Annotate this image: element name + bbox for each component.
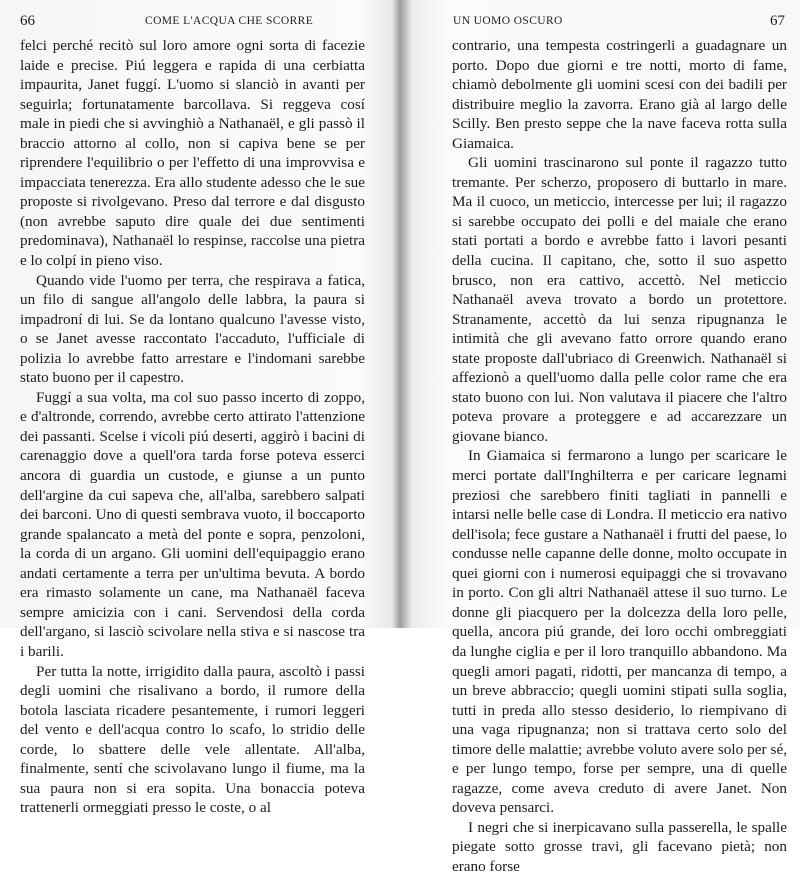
body-text xyxy=(452,36,787,877)
paragraph: I negri che si inerpicavano sulla passerella, le spalle piegate sotto grosse travi, gli facevano pietà; non erano forse xyxy=(452,818,787,875)
paragraph: Per tutta la notte, irrigidito dalla paura, ascoltò i passi degli uomini che risalivano a bordo, il rumore della botola lasciata ricadere pesantemente, i rumori leggeri del vento e dell'acqua contro lo scafo, lo stridio delle corde, lo sbattere delle vele allentate. All'alba, finalmente, sentí che scivolavano lungo il fiume, ma la sua paura non si era sopita. Una bonaccia poteva trattenerli ormeggiati presso le coste, o al xyxy=(20,662,365,817)
paragraph: Gli uomini trascinarono sul ponte il ragazzo tutto tremante. Per scherzo, proposero di buttarlo in mare. Ma il cuoco, un meticcio, intercesse per lui; il ragazzo si sarebbe occupato dei polli e del maiale che erano stati portati a bordo e avrebbe fatto i lavori pesanti della cucina. Il capitano, che, sotto il suo aspetto brusco, non era cattivo, accettò. Nel meticcio Nathanaël aveva trovato a bordo un protettore. Stranamente, accettò da lui senza ripugnanza le intimità che gli avevano fatto orrore quando erano state proposte dall'ubriaco di Greenwich. Nathanaël si affezionò a quell'uomo dalla pelle color rame che era stato buono con lui. Non valutava il piacere che l'altro poteva provare a proteggere e ad accarezzare un giovane bianco. xyxy=(452,154,787,445)
running-head: COME L'ACQUA CHE SCORRE xyxy=(145,15,314,27)
paragraph: Quando vide l'uomo per terra, che respirava a fatica, un filo di sangue all'angolo delle labbra, la paura si impadroní di lui. Se da lontano qualcuno l'avesse visto, o se Janet avesse raccontato l'accaduto, l'ufficiale di polizia lo avrebbe fatto arrestare e l'indomani sarebbe stato buono per il capestro. xyxy=(20,271,365,387)
left-page xyxy=(0,0,400,817)
body-text xyxy=(20,36,365,818)
page-number: 66 xyxy=(20,13,35,29)
paragraph: contrario, una tempesta costringerli a guadagnare un porto. Dopo due giorni e tre notti, morto di fame, chiamò debolmente gli uomini scesi con dei badili per distribuire meglio la zavorra. Erano già al largo delle Scilly. Ben presto seppe che la nave faceva rotta sulla Giamaica. xyxy=(452,37,787,152)
paragraph: felci perché recitò sul loro amore ogni sorta di facezie laide e precise. Piú leggera e rapida di una cerbiatta impaurita, Janet fuggí. L'uomo si slanciò in avanti per seguirla; fortunatamente barcollava. Si reggeva cosí male in piedi che si avvinghiò a Nathanaël, e gli passò il braccio attorno al collo, non si capiva bene se per riprendere l'equilibrio o per l'effetto di una improvvisa e impacciata tenerezza. Era allo studente adesso che le sue proposte si rivolgevano. Preso dal terrore e dal disgusto (non avrebbe saputo dire quale dei due sentimenti predominava), Nathanaël lo respinse, raccolse una pietra e lo colpí in pieno viso. xyxy=(20,37,365,270)
paragraph: In Giamaica si fermarono a lungo per scaricare le merci portate dall'Inghilterra e per caricare legnami preziosi che sarebbero finiti tagliati in pannelli e intarsi nelle belle case di Londra. Il meticcio era nativo dell'isola; fece gustare a Nathanaël i frutti del paese, lo condusse nelle capanne delle donne, molto occupate in quei giorni con i numerosi equipaggi che si trovavano in porto. Con gli altri Nathanaël attese il suo turno. Le donne gli piacquero per la dolcezza della loro pelle, quella, ancora piú grande, dei loro occhi ombreggiati da lunghe ciglia e per il loro tranquillo abbandono. Ma quegli amori pagati, ridotti, per mancanza di tempo, a un breve abbraccio; quegli uomini stipati sulla soglia, tutti in preda allo stesso desiderio, lo riempivano di una vaga ripugnanza; non si trattava certo solo del timore delle malattie; avrebbe voluto avere solo per sé, e per lungo tempo, forse per sempre, una di quelle ragazze, come aveva creduto di avere Janet. Non doveva pensarci. xyxy=(452,447,787,817)
running-head: UN UOMO OSCURO xyxy=(453,15,563,27)
right-page xyxy=(400,0,800,875)
paragraph: Fuggí a sua volta, ma col suo passo incerto di zoppo, e d'altronde, correndo, avrebbe certo attirato l'attenzione dei passanti. Scelse i vicoli piú deserti, aggirò i bacini di carenaggio dove a quell'ora tarda forse poteva esserci ancora di guardia un custode, e giunse a un punto dell'argine da cui sapeva che, all'alba, sarebbero salpati dei barconi. Uno di questi sembrava vuoto, il boccaporto grande spalancato a metà del ponte e sopra, penzoloni, la corda di un argano. Gli uomini dell'equipaggio erano andati certamente a terra per un'ultima bevuta. A bordo era rimasto solamente un cane, ma Nathanaël faceva sempre amicizia con i cani. Servendosi della corda dell'argano, si lasciò scivolare nella stiva e si nascose tra i barili. xyxy=(20,388,366,660)
page-number: 67 xyxy=(770,13,785,29)
